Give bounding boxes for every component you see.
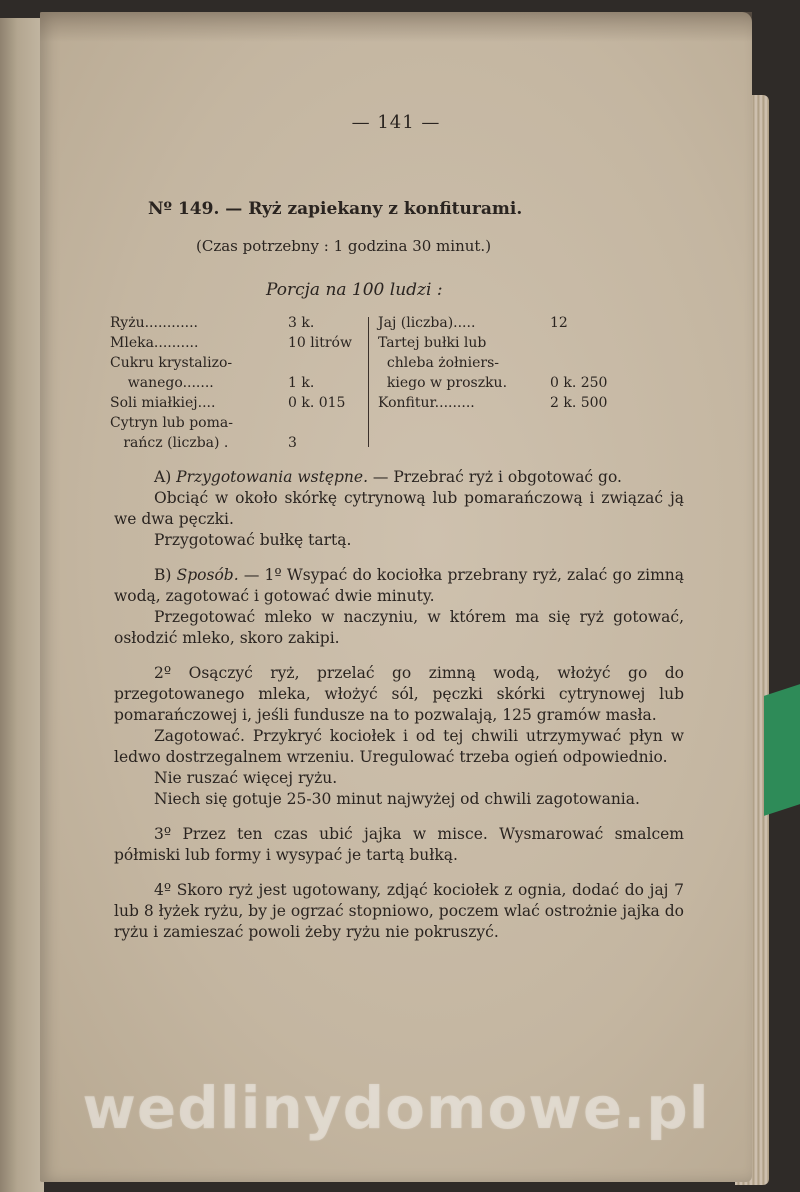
ingredient-name: Ryżu............ — [110, 315, 198, 331]
body-paragraph: Obciąć w około skórkę cytrynową lub pomarańczową i związać ją we dwa pęczki. — [114, 489, 684, 528]
section-a-label: A) — [154, 468, 177, 486]
book-left-edge — [0, 18, 44, 1192]
ingredient-qty: 10 litrów — [288, 335, 352, 351]
ingredient-name: wanego....... — [110, 375, 214, 391]
ingredient-row — [110, 413, 368, 433]
body-paragraph: Przegotować mleko w naczyniu, w którem ma się ryż gotować, osłodzić mleko, skoro zakipi. — [114, 608, 684, 647]
portion-title: Porcja na 100 ludzi : — [266, 280, 443, 300]
ingredient-row — [110, 353, 368, 373]
bookmark-ribbon — [764, 684, 800, 816]
section-a-text: — Przebrać ryż i obgotować go. — [368, 468, 622, 486]
page-top-shadow — [40, 12, 752, 42]
body-paragraph: 4º Skoro ryż jest ugotowany, zdjąć kociołek z ognia, dodać do jaj 7 lub 8 łyżek ryżu, by je ogrzać stopniowo, poczem wlać ostrożnie jajka do ryżu i zamieszać powoli żeby ryżu nie pokruszyć. — [114, 881, 684, 941]
body-paragraph: Zagotować. Przykryć kociołek i od tej chwili utrzymywać płyn w ledwo dostrzegalnem wrzeniu. Uregulować trzeba ogień odpowiednio. — [114, 727, 684, 766]
ingredient-qty: 0 k. 015 — [288, 395, 346, 411]
ingredient-name: Tartej bułki lub — [378, 335, 487, 351]
section-b-paragraph — [114, 565, 684, 607]
ingredients-left-column — [110, 313, 368, 453]
site-watermark: wedlinydomowe.pl — [82, 1074, 710, 1142]
body-paragraph: Nie ruszać więcej ryżu. — [154, 769, 338, 787]
body-paragraph: Niech się gotuje 25-30 minut najwyżej od chwili zagotowania. — [154, 790, 640, 808]
ingredient-row — [110, 393, 368, 413]
body-paragraph: 2º Osączyć ryż, przelać go zimną wodą, włożyć go do przegotowanego mleka, włożyć sól, pęczki skórki cytrynowej lub pomarańczowej i, jeśli fundusze na to pozwalają, 125 gramów masła. — [114, 664, 684, 724]
section-a-heading: Przygotowania wstępne. — [176, 468, 368, 486]
ingredient-name: rańcz (liczba) . — [110, 435, 229, 451]
ingredient-name: Mleka.......... — [110, 335, 199, 351]
ingredient-name: Soli miałkiej.... — [110, 395, 216, 411]
ingredients-right-column — [378, 313, 670, 413]
ingredient-row — [110, 373, 368, 393]
ingredient-qty: 0 k. 250 — [550, 375, 608, 391]
book-page — [40, 12, 752, 1182]
ingredient-row — [378, 373, 670, 393]
ingredient-row — [110, 313, 368, 333]
ingredient-qty: 12 — [550, 315, 568, 331]
page-number: — 141 — — [351, 112, 441, 133]
body-paragraph: Przygotować bułkę tartą. — [154, 531, 352, 549]
ingredient-row — [378, 353, 670, 373]
recipe-body — [114, 467, 684, 943]
section-a-paragraph — [114, 467, 684, 488]
ingredient-row — [110, 333, 368, 353]
ingredient-name: chleba żołniers- — [378, 355, 500, 371]
ingredient-name: kiego w proszku. — [378, 375, 508, 391]
ingredient-qty: 2 k. 500 — [550, 395, 608, 411]
ingredient-name: Cytryn lub poma- — [110, 415, 233, 431]
section-b-heading: Sposób. — [176, 566, 239, 584]
column-divider — [368, 317, 369, 447]
ingredient-row — [378, 333, 670, 353]
recipe-title-text: — Ryż zapiekany z konfiturami. — [225, 199, 523, 219]
ingredient-qty: 1 k. — [288, 375, 315, 391]
ingredients-table — [110, 313, 670, 449]
body-paragraph: 3º Przez ten czas ubić jajka w misce. Wysmarować smalcem półmiski lub formy i wysypać je tartą bułką. — [114, 825, 684, 864]
ingredient-row — [378, 313, 670, 333]
section-b-text: — 1º Wsypać do kociołka przebrany ryż, zalać go zimną wodą, zagotować i gotować dwie minuty. — [114, 566, 684, 605]
ingredient-name: Jaj (liczba)..... — [378, 315, 476, 331]
ingredient-qty: 3 k. — [288, 315, 315, 331]
ingredient-row — [378, 393, 670, 413]
ingredient-row — [110, 433, 368, 453]
recipe-time: (Czas potrzebny : 1 godzina 30 minut.) — [196, 237, 492, 255]
recipe-number: Nº 149. — [148, 199, 220, 219]
section-b-label: B) — [154, 566, 177, 584]
ingredient-name: Cukru krystalizo- — [110, 355, 233, 371]
ingredient-qty: 3 — [288, 435, 297, 451]
recipe-title — [148, 199, 522, 219]
ingredient-name: Konfitur......... — [378, 395, 475, 411]
